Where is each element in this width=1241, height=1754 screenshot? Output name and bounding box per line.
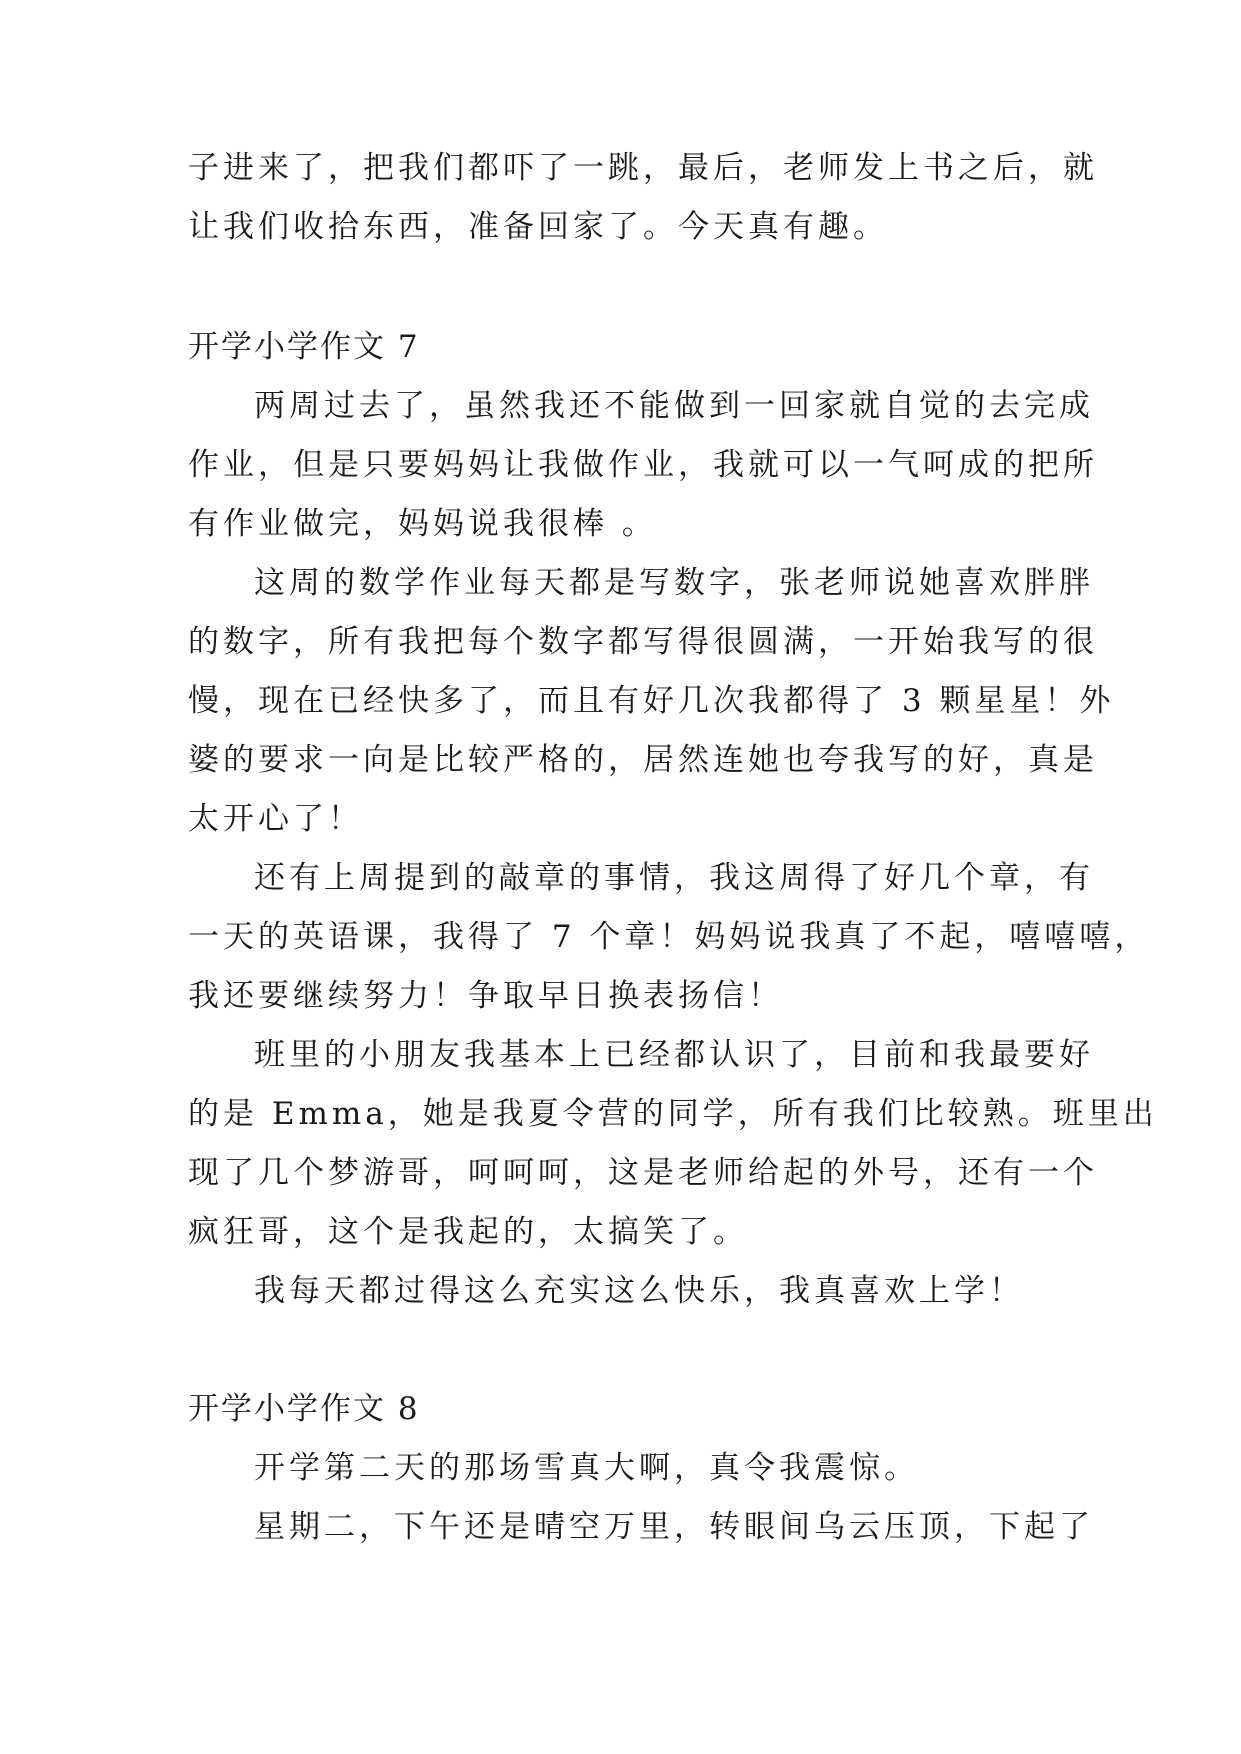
essay-7-p4-line-3: 现了几个梦游哥，呵呵呵，这是老师给起的外号，还有一个 [188, 1155, 1098, 1191]
essay-8-p1-line-1: 开学第二天的那场雪真大啊，真令我震惊。 [254, 1450, 919, 1486]
intro-line-1: 子进来了，把我们都吓了一跳，最后，老师发上书之后，就 [188, 150, 1098, 186]
essay-7-p1-line-3: 有作业做完，妈妈说我很棒 。 [188, 506, 657, 542]
essay-7-p2-line-4: 婆的要求一向是比较严格的，居然连她也夸我写的好，真是 [188, 742, 1098, 778]
essay-7-title: 开学小学作文 7 [188, 329, 420, 365]
essay-8-p2-line-1: 星期二，下午还是晴空万里，转眼间乌云压顶，下起了 [254, 1509, 1094, 1545]
essay-7-p3-line-2: 一天的英语课，我得了 7 个章！妈妈说我真了不起，嘻嘻嘻， [188, 919, 1150, 955]
essay-7-p4-line-4: 疯狂哥，这个是我起的，太搞笑了。 [188, 1214, 748, 1250]
essay-7-p4-line-1: 班里的小朋友我基本上已经都认识了，目前和我最要好 [254, 1037, 1094, 1073]
essay-7-p2-line-5: 太开心了！ [188, 801, 363, 837]
essay-7-p3-line-3: 我还要继续努力！争取早日换表扬信！ [188, 978, 783, 1014]
essay-7-p2-line-1: 这周的数学作业每天都是写数字，张老师说她喜欢胖胖 [254, 565, 1094, 601]
essay-7-p3-line-1: 还有上周提到的敲章的事情，我这周得了好几个章，有 [254, 860, 1094, 896]
intro-line-2: 让我们收拾东西，准备回家了。今天真有趣。 [188, 209, 888, 245]
essay-8-title: 开学小学作文 8 [188, 1391, 420, 1427]
essay-7-p2-line-3: 慢，现在已经快多了，而且有好几次我都得了 3 颗星星！外 [188, 683, 1115, 719]
essay-7-p1-line-1: 两周过去了，虽然我还不能做到一回家就自觉的去完成 [254, 388, 1094, 424]
essay-7-p1-line-2: 作业，但是只要妈妈让我做作业，我就可以一气呵成的把所 [188, 447, 1098, 483]
essay-7-p2-line-2: 的数字，所有我把每个数字都写得很圆满，一开始我写的很 [188, 624, 1098, 660]
essay-7-p4-line-2: 的是 Emma，她是我夏令营的同学，所有我们比较熟。班里出 [188, 1096, 1158, 1132]
essay-7-p5-line-1: 我每天都过得这么充实这么快乐，我真喜欢上学！ [254, 1273, 1024, 1309]
